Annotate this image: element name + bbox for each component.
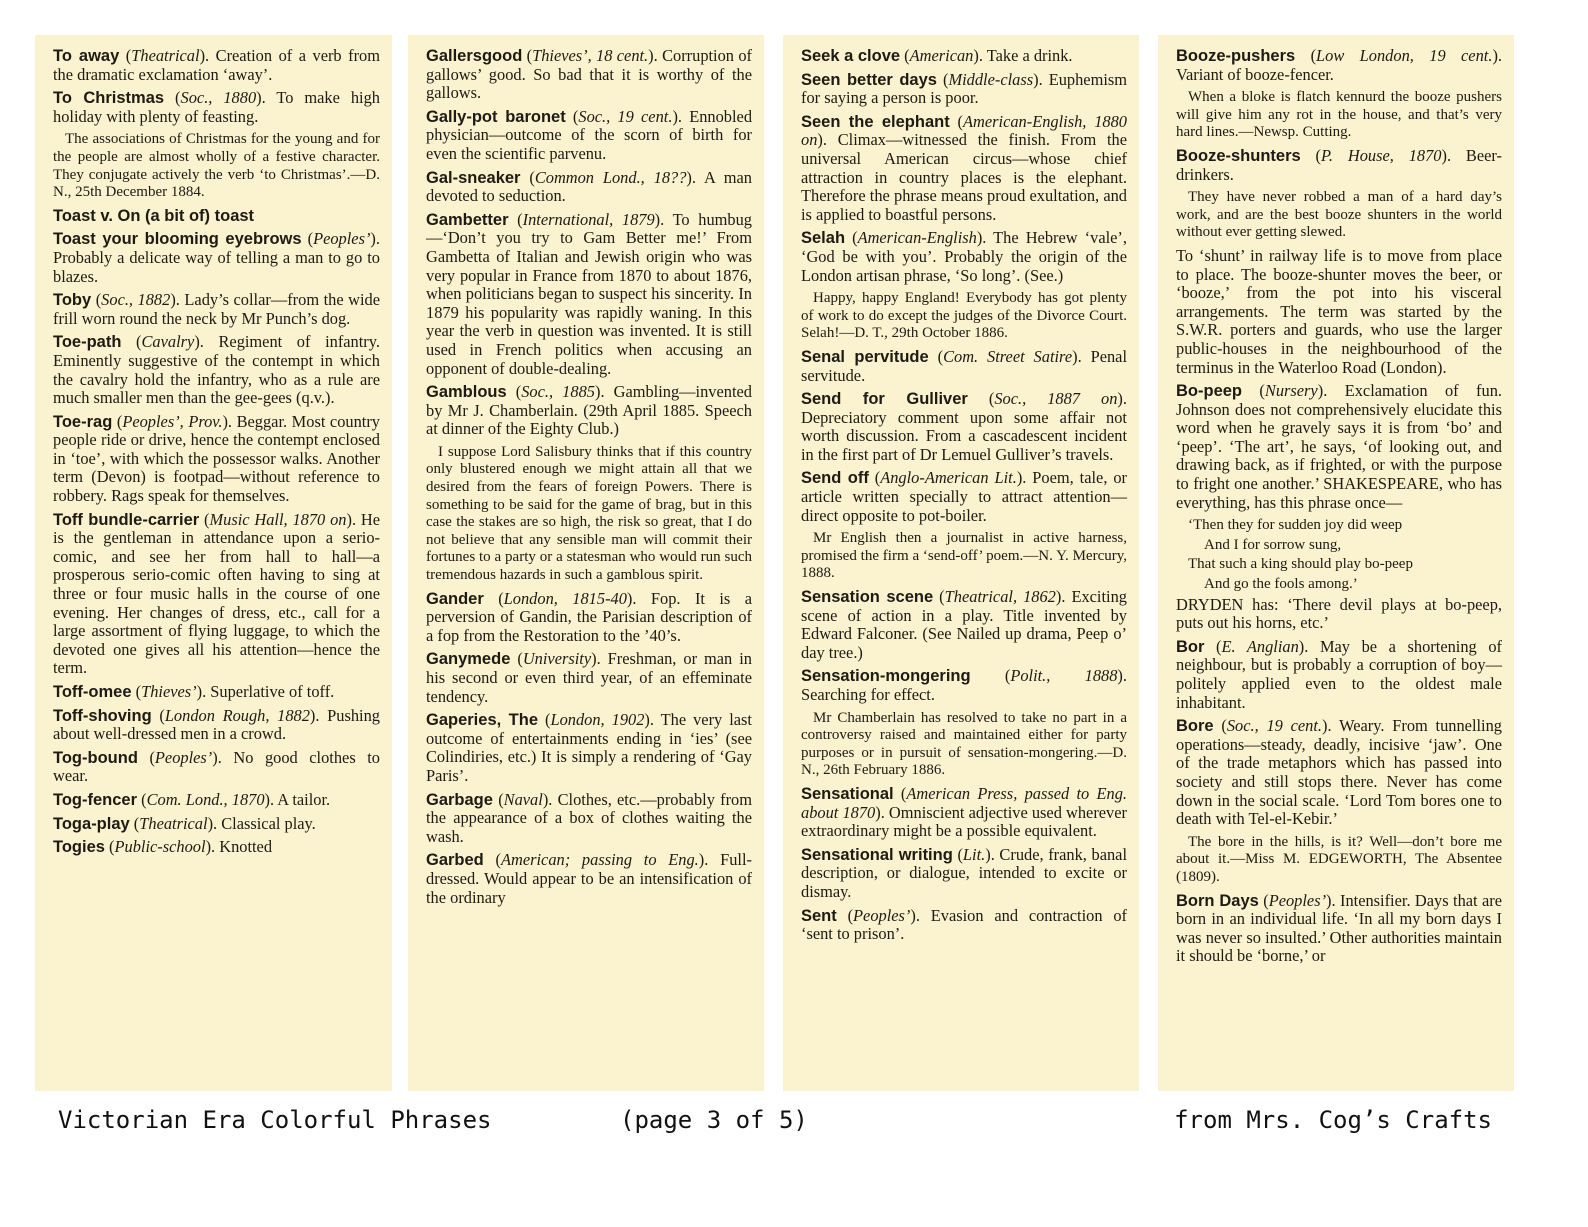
entry-text: . Clothes, etc.—probably from the appearance of a box of clothes waiting the wash.	[426, 789, 752, 846]
dictionary-entry	[801, 71, 1127, 108]
dictionary-entry	[53, 707, 380, 744]
entry-headword: Garbage	[426, 790, 493, 809]
entry-continuation: To ‘shunt’ in railway life is to move from place to place. The booze-shunter moves the beer, or ‘booze,’ from the pot into his visceral arrangements. The term was started by the S.W.R. porters and guards, who use the larger public-houses in the neighbourhood of the terminus in the Waterloo Road (London).	[1176, 245, 1502, 377]
entry-definition: Selah (American-English). The Hebrew ‘vale’, ‘God be with you’. Probably the origin of the London artisan phrase, ‘So long’. (See.)	[801, 228, 1127, 285]
entry-usage-label: Soc., 19 cent.	[578, 106, 673, 126]
entry-headword: Sensational writing	[801, 845, 953, 864]
entry-definition: Seek a clove (American). Take a drink.	[801, 46, 1073, 65]
entry-usage-label: Peoples’	[853, 905, 911, 925]
dictionary-entry	[801, 47, 1127, 66]
entry-definition: Toff-shoving (London Rough, 1882). Pushing about well-dressed men in a crowd.	[53, 705, 380, 744]
entry-headword: Selah	[801, 229, 846, 248]
dictionary-column-3	[783, 35, 1139, 1091]
dictionary-entry	[53, 413, 380, 506]
entry-headword: Sensational	[801, 784, 894, 803]
entry-headword: Gamblous	[426, 383, 507, 402]
entry-usage-label: Soc., 1880	[180, 88, 257, 108]
dictionary-entry	[426, 169, 752, 206]
entry-usage-label: P. House, 1870	[1321, 145, 1442, 165]
entry-headword: Tog-bound	[53, 748, 138, 767]
entry-text: . May be a shortening of neighbour, but is probably a corruption of boy—politely applied even to the oldest male inhabitant.	[1176, 636, 1502, 712]
entry-quotation: I suppose Lord Salisbury thinks that if this country only blustered enough we might attain all that we desired from the fears of foreign Powers. There is something to be said for the game of brag, but in this case the stakes are so high, the risk so great, that I do not believe that any sensible man will commit their fortunes to a party or a statesman who would run such tremendous hazards in such a gamblous spirit.	[426, 443, 752, 584]
entry-usage-label: Soc., 1885	[521, 382, 595, 402]
entry-usage-label: Com. Street Satire	[943, 346, 1073, 366]
dictionary-entry	[801, 113, 1127, 225]
dictionary-entry	[53, 838, 380, 857]
entry-text: . Exclamation of fun. Johnson does not comprehensively elucidate this word when he gravely says it is from ‘bo’ and ‘peep’. ‘The art’, he says, ‘of looking out, and drawing back, as if frighted, or with the purpose to fright one another.’ SHAKESPEARE, who has everything, has this phrase once—	[1176, 381, 1502, 512]
entry-definition: Bo-peep (Nursery). Exclamation of fun. Johnson does not comprehensively elucidate this word when he gravely says it is from ‘bo’ and ‘peep’. ‘The art’, he says, ‘of looking out, and drawing back, as if frighted, or with the purpose to fright one another.’ SHAKESPEARE, who has everything, has this phrase once—	[1176, 381, 1502, 512]
entry-text: . Searching for effect.	[801, 666, 1127, 704]
entry-definition: Sensational writing (Lit.). Crude, frank, banal description, or dialogue, intended to excite or dismay.	[801, 844, 1128, 901]
entry-headword: Sent	[801, 906, 837, 925]
entry-usage-label: Low London, 19 cent.	[1316, 46, 1493, 65]
entry-text: . To humbug—‘Don’t you try to Gam Better me!’ From Gambetta of Italian and Jewish origin who was very popular in France from 1870 to about 1876, when politicians began to suspect his sincerity. In 1879 his popularity was rapidly waning. In this year the verb in question was invented. It is still used in French politics when accusing an opponent of double-dealing.	[426, 209, 752, 378]
entry-usage-label: Thieves’	[141, 682, 197, 701]
entry-text: . Evasion and contraction of ‘sent to prison’.	[801, 905, 1127, 944]
entry-headword: Bo-peep	[1176, 382, 1242, 401]
dictionary-entry	[53, 230, 380, 286]
entry-usage-label: Public-school	[114, 837, 206, 857]
entry-usage-label: American-English, 1880 on	[801, 111, 1128, 150]
dictionary-entry	[426, 108, 752, 164]
entry-quotation: The bore in the hills, is it? Well—don’t bore me about it.—Miss M. EDGEWORTH, The Absentee (1809).	[1176, 833, 1502, 885]
entry-definition: Gambetter (International, 1879). To humbug—‘Don’t you try to Gam Better me!’ From Gambetta of Italian and Jewish origin who was very popular in France from 1870 to about 1876, when politicians began to suspect his sincerity. In 1879 his popularity was rapidly waning. In this year the verb in question was invented. It is still used in French politics when accusing an opponent of double-dealing.	[426, 209, 752, 378]
dictionary-entry	[426, 47, 752, 103]
entry-headword: Gal-sneaker	[426, 168, 521, 187]
entry-usage-label: London, 1902	[550, 710, 645, 730]
entry-definition: Toe-rag (Peoples’, Prov.). Beggar. Most country people ride or drive, hence the contempt enclosed in ‘toe’, with which the possessor walks. Another term (Devon) is footpad—without reference to robbery. Rags speak for themselves.	[53, 411, 381, 506]
entry-usage-label: Lit.	[962, 844, 986, 864]
entry-definition: Gally-pot baronet (Soc., 19 cent.). Ennobled physician—outcome of the scorn of birth for even the scientific parvenu.	[426, 106, 753, 163]
dictionary-entry	[1176, 717, 1502, 886]
entry-headword: Toe-rag	[53, 412, 113, 431]
entry-text: . Probably a delicate way of telling a man to go to blazes.	[53, 229, 380, 286]
dictionary-entry	[426, 590, 752, 646]
dictionary-entry	[53, 89, 380, 202]
entry-text: . A tailor.	[270, 789, 331, 809]
footer-title: Victorian Era Colorful Phrases	[58, 1106, 492, 1134]
entry-headword: Toby	[53, 291, 92, 310]
entry-usage-label: Theatrical, 1862	[944, 587, 1056, 607]
entry-usage-label: Peoples’	[154, 747, 213, 767]
entry-headword: Booze-shunters	[1176, 146, 1301, 165]
entry-usage-label: Naval	[503, 789, 543, 809]
dictionary-entry	[1176, 892, 1502, 966]
verse-line: And I for sorrow sung,	[1204, 536, 1342, 553]
entry-definition: Gamblous (Soc., 1885). Gambling—invented by Mr J. Chamberlain. (29th April 1885. Speech at dinner of the Eighty Club.)	[426, 382, 752, 439]
entry-usage-label: University	[522, 649, 592, 669]
entry-headword: Toga-play	[53, 814, 130, 833]
entry-usage-label: Theatrical	[139, 813, 208, 833]
entry-text: . Omniscient adjective used wherever extraordinary might be a possible equivalent.	[801, 802, 1127, 841]
entry-usage-label: Nursery	[1264, 381, 1318, 401]
entry-usage-label: American; passing to Eng.	[501, 850, 699, 870]
entry-definition: Bore (Soc., 19 cent.). Weary. From tunnelling operations—steady, deadly, incisive ‘jaw’. One of the trade metaphors which has passed into society and still stops there. Never has come down in the social scale. ‘Lord Tom bores one to death with Tel-el-Kebir.’	[1176, 716, 1502, 829]
entry-text: . The Hebrew ‘vale’, ‘God be with you’. Probably the origin of the London artisan phrase, ‘So long’. (See.)	[801, 228, 1127, 285]
entry-headword: Bore	[1176, 717, 1214, 736]
entry-definition: Seen better days (Middle-class). Euphemism for saying a person is poor.	[801, 69, 1128, 108]
dictionary-entry	[53, 207, 380, 226]
dictionary-entry	[426, 791, 752, 847]
entry-usage-label: London Rough, 1882	[164, 705, 310, 725]
dictionary-entry	[426, 211, 752, 378]
dictionary-entry	[53, 815, 380, 834]
entry-usage-label: American Press, passed to Eng. about 1870	[801, 783, 1127, 822]
entry-definition: To Christmas (Soc., 1880). To make high holiday with plenty of feasting.	[53, 88, 381, 126]
entry-definition: Gaperies, The (London, 1902). The very last outcome of entertainments ending in ‘ies’ (see Colindiries, etc.) It is simply a rendering of ‘Gay Paris’.	[426, 710, 752, 785]
entry-definition: Send off (Anglo-American Lit.). Poem, tale, or article written specially to attract attention—direct opposite to pot-boiler.	[801, 468, 1127, 525]
entry-text: . Crude, frank, banal description, or dialogue, intended to excite or dismay.	[801, 844, 1128, 901]
verse-line: And go the fools among.’	[1204, 576, 1358, 593]
entry-definition: Toe-path (Cavalry). Regiment of infantry. Eminently suggestive of the contempt in which the cavalry hold the infantry, who as a rule are much smaller men than the gee-gees (q.v.).	[53, 332, 380, 408]
entry-headword: Gander	[426, 589, 484, 608]
entry-definition: Sensation-mongering (Polit., 1888). Searching for effect.	[801, 666, 1127, 704]
entry-usage-label: Polit., 1888	[1010, 666, 1118, 686]
entry-text: . Weary. From tunnelling operations—steady, deadly, incisive ‘jaw’. One of the trade metaphors which has passed into society and still stops there. Never has come down in the social scale. ‘Lord Tom bores one to death with Tel-el-Kebir.’	[1176, 716, 1502, 829]
entry-headword: Sensation-mongering	[801, 667, 971, 686]
entry-headword: Toast v. On (a bit of) toast	[53, 206, 255, 225]
dictionary-entry	[801, 667, 1127, 780]
entry-text: . Fop. It is a perversion of Gandin, the Parisian description of a fop from the Restoration to the ’40’s.	[426, 588, 753, 645]
dictionary-entry	[53, 791, 380, 810]
entry-headword: Born Days	[1176, 891, 1259, 910]
entry-text: . Corruption of gallows’ good. So bad that it is worthy of the gallows.	[426, 46, 752, 103]
entry-headword: To Christmas	[53, 89, 165, 108]
entry-usage-label: Soc., 19 cent.	[1226, 716, 1323, 736]
entry-usage-label: Thieves’, 18 cent.	[532, 46, 649, 65]
entry-headword: Toff-omee	[53, 683, 132, 701]
entry-definition: Togies (Public-school). Knotted	[53, 837, 273, 857]
footer-page-number: (page 3 of 5)	[620, 1106, 808, 1134]
entry-text: . Knotted	[211, 837, 273, 857]
entry-headword: Seen the elephant	[801, 112, 950, 131]
entry-usage-label: Cavalry	[141, 332, 195, 352]
dictionary-entry	[53, 683, 380, 702]
entry-headword: Booze-pushers	[1176, 47, 1296, 65]
entry-continuation: DRYDEN has: ‘There devil plays at bo-peep, puts out his horns, etc.’	[1176, 594, 1502, 633]
entry-headword: Bor	[1176, 637, 1205, 656]
entry-definition: Booze-shunters (P. House, 1870). Beer-drinkers.	[1176, 145, 1502, 184]
entry-text: . To make high holiday with plenty of feasting.	[53, 88, 381, 126]
entry-usage-label: American-English	[857, 228, 977, 248]
entry-definition: Tog-bound (Peoples’). No good clothes to wear.	[53, 747, 380, 786]
entry-text: . Ennobled physician—outcome of the scorn of birth for even the scientific parvenu.	[426, 106, 753, 163]
entry-headword: Togies	[53, 838, 105, 857]
dictionary-entry	[1176, 147, 1502, 377]
entry-headword: Seen better days	[801, 70, 937, 89]
entry-headword: Seek a clove	[801, 47, 901, 65]
dictionary-entry	[1176, 382, 1502, 633]
entry-usage-label: Com. Lond., 1870	[146, 789, 265, 809]
entry-quotation: Mr English then a journalist in active harness, promised the firm a ‘send-off’ poem.—N. Y. Mercury, 1888.	[801, 530, 1127, 582]
entry-definition	[53, 207, 380, 226]
entry-text: . Pushing about well-dressed men in a crowd.	[53, 705, 380, 744]
dictionary-entry	[801, 588, 1127, 662]
entry-quotation: When a bloke is flatch kennurd the booze pushers will give him any rot in the house, and that’s very hard lines.—Newsp. Cutting.	[1176, 89, 1502, 141]
entry-headword: Gallersgood	[426, 47, 523, 65]
entry-text: . Intensifier. Days that are born in an individual life. ‘In all my born days I was never so insulted.’ Other authorities maintain it should be ‘borne,’ or	[1176, 890, 1502, 966]
dictionary-entry	[801, 348, 1127, 385]
dictionary-entry	[426, 711, 752, 785]
dictionary-column-1	[35, 35, 392, 1091]
entry-usage-label: London, 1815-40	[503, 588, 627, 608]
entry-definition: Send for Gulliver (Soc., 1887 on). Depreciatory comment upon some affair not worth discussion. From a cascadescent incident in the first part of Dr Lemuel Gulliver’s travels.	[801, 389, 1127, 464]
dictionary-entry	[53, 47, 380, 84]
dictionary-entry	[801, 229, 1127, 343]
entry-headword: Gambetter	[426, 210, 509, 229]
entry-text: . Classical play.	[213, 813, 316, 833]
entry-text: . Penal servitude.	[801, 346, 1127, 385]
entry-headword: To away	[53, 47, 120, 65]
entry-definition: Senal pervitude (Com. Street Satire). Penal servitude.	[801, 346, 1127, 385]
entry-text: . Creation of a verb from the dramatic exclamation ‘away’.	[53, 46, 380, 84]
entry-quotation: Mr Chamberlain has resolved to take no part in a controversy raised and maintained either for party purposes or in pursuit of sensation-mongering.—D. N., 26th February 1886.	[801, 709, 1127, 779]
entry-text: . Depreciatory comment upon some affair not worth discussion. From a cascadescent incident in the first part of Dr Lemuel Gulliver’s travels.	[801, 389, 1127, 464]
entry-text: . Climax—witnessed the finish. From the universal American circus—whose chief attraction in country places is the elephant. Therefore the phrase means proud exultation, and is applied to boastful persons.	[801, 130, 1127, 224]
entry-definition: Seen the elephant (American-English, 1880 on). Climax—witnessed the finish. From the universal American circus—whose chief attraction in country places is the elephant. Therefore the phrase means proud exultation, and is applied to boastful persons.	[801, 111, 1128, 224]
entry-text: . Superlative of toff.	[202, 682, 335, 701]
entry-definition: Toga-play (Theatrical). Classical play.	[53, 813, 316, 833]
entry-definition: Sensational (American Press, passed to Eng. about 1870). Omniscient adjective used wherever extraordinary might be a possible equivalent.	[801, 783, 1127, 841]
dictionary-entry	[426, 851, 752, 907]
entry-definition: Sent (Peoples’). Evasion and contraction of ‘sent to prison’.	[801, 905, 1127, 944]
dictionary-entry	[53, 749, 380, 786]
entry-usage-label: E. Anglian	[1221, 636, 1299, 656]
dictionary-entry	[801, 785, 1127, 841]
entry-text: . Take a drink.	[978, 46, 1073, 65]
entry-headword: Toe-path	[53, 333, 122, 352]
entry-definition: Gal-sneaker (Common Lond., 18??). A man devoted to seduction.	[426, 167, 752, 206]
dictionary-entry	[801, 907, 1127, 944]
entry-text: . The very last outcome of entertainments ending in ‘ies’ (see Colindiries, etc.) It is simply a rendering of ‘Gay Paris’.	[426, 710, 752, 785]
entry-text: . Beer-drinkers.	[1176, 145, 1502, 184]
dictionary-entry	[53, 333, 380, 407]
entry-text: . Full-dressed. Would appear to be an intensification of the ordinary	[426, 850, 752, 907]
entry-quotation: They have never robbed a man of a hard day’s work, and are the best booze shunters in the world without ever getting slewed.	[1176, 189, 1502, 241]
entry-definition: Bor (E. Anglian). May be a shortening of neighbour, but is probably a corruption of boy—politely applied even to the oldest male inhabitant.	[1176, 636, 1502, 712]
entry-headword: Toff-shoving	[53, 706, 152, 725]
entry-definition: Garbed (American; passing to Eng.). Full-dressed. Would appear to be an intensification of the ordinary	[426, 850, 752, 907]
entry-usage-label: Anglo-American Lit.	[880, 468, 1017, 488]
dictionary-entry	[53, 291, 380, 328]
dictionary-entry	[801, 390, 1127, 464]
entry-text: . Poem, tale, or article written specially to attract attention—direct opposite to pot-boiler.	[801, 468, 1127, 525]
entry-usage-label: Peoples’	[1268, 890, 1327, 910]
entry-usage-label: American	[909, 46, 974, 65]
dictionary-entry	[1176, 638, 1502, 712]
entry-headword: Toast your blooming eyebrows	[53, 230, 302, 249]
entry-usage-label: Middle-class	[948, 69, 1034, 89]
entry-text: . Gambling—invented by Mr J. Chamberlain. (29th April 1885. Speech at dinner of the Eighty Club.)	[426, 382, 752, 439]
dictionary-entry	[801, 469, 1127, 583]
entry-usage-label: International, 1879	[522, 209, 655, 229]
entry-text: . Beggar. Most country people ride or drive, hence the contempt enclosed in ‘toe’, with which the possessor walks. Another term (Devon) is footpad—without reference to robbery. Rags speak for themselves.	[53, 411, 381, 506]
entry-usage-label: Soc., 1887 on	[994, 389, 1118, 409]
entry-headword: Gaperies, The	[426, 711, 539, 730]
entry-text: . Freshman, or man in his second or even third year, of an effeminate tendency.	[426, 649, 752, 706]
entry-headword: Gally-pot baronet	[426, 107, 566, 126]
entry-definition: To away (Theatrical). Creation of a verb from the dramatic exclamation ‘away’.	[53, 46, 380, 84]
entry-definition: Gander (London, 1815-40). Fop. It is a perversion of Gandin, the Parisian description of a fop from the Restoration to the ’40’s.	[426, 588, 753, 645]
entry-definition: Garbage (Naval). Clothes, etc.—probably from the appearance of a box of clothes waiting the wash.	[426, 789, 752, 846]
entry-usage-label: Peoples’	[313, 229, 371, 249]
entry-text: . No good clothes to wear.	[53, 747, 380, 786]
dictionary-entry	[1176, 47, 1502, 142]
entry-text: . Euphemism for saying a person is poor.	[801, 69, 1128, 108]
dictionary-column-4	[1158, 35, 1514, 1091]
entry-usage-label: Theatrical	[131, 46, 200, 65]
entry-text: . A man devoted to seduction.	[426, 167, 752, 206]
entry-headword: Toff bundle-carrier	[53, 510, 200, 529]
entry-headword: Ganymede	[426, 650, 511, 669]
entry-definition: Booze-pushers (Low London, 19 cent.). Variant of booze-fencer.	[1176, 46, 1503, 84]
entry-definition: Tog-fencer (Com. Lond., 1870). A tailor.	[53, 789, 331, 809]
entry-text: . Exciting scene of action in a play. Title invented by Edward Falconer. (See Nailed up drama, Peep o’ day tree.)	[801, 587, 1127, 662]
entry-headword: Sensation scene	[801, 588, 934, 607]
entry-usage-label: Common Lond., 18??	[534, 167, 687, 187]
entry-headword: Senal pervitude	[801, 347, 929, 366]
entry-definition: Toff bundle-carrier (Music Hall, 1870 on). He is the gentleman in attendance upon a serio-comic, and see her from hall to hall—a prosperous serio-comic often having to sing at three or four music halls in the course of one evening. Her changes of dress, etc., call for a large assortment of flying luggage, to which the devoted one gives all his attention—hence the term.	[53, 509, 380, 678]
entry-definition: Toast your blooming eyebrows (Peoples’). Probably a delicate way of telling a man to go to blazes.	[53, 229, 380, 286]
entry-definition: Ganymede (University). Freshman, or man in his second or even third year, of an effeminate tendency.	[426, 649, 752, 706]
dictionary-entry	[801, 846, 1127, 902]
footer-source: from Mrs. Cog’s Crafts	[1174, 1106, 1492, 1134]
entry-usage-label: Soc., 1882	[101, 290, 171, 310]
entry-text: . Regiment of infantry. Eminently suggestive of the contempt in which the cavalry hold the infantry, who as a rule are much smaller men than the gee-gees (q.v.).	[53, 332, 380, 408]
entry-headword: Tog-fencer	[53, 790, 138, 809]
entry-quotation: Happy, happy England! Everybody has got plenty of work to do except the judges of the Divorce Court. Selah!—D. T., 29th October 1886.	[801, 290, 1127, 342]
entry-definition: Born Days (Peoples’). Intensifier. Days that are born in an individual life. ‘In all my born days I was never so insulted.’ Other authorities maintain it should be ‘borne,’ or	[1176, 890, 1502, 966]
entry-text: . He is the gentleman in attendance upon a serio-comic, and see her from hall to hall—a prosperous serio-comic often having to sing at three or four music halls in the course of one evening. Her changes of dress, etc., call for a large assortment of flying luggage, to which the devoted one gives all his attention—hence the term.	[53, 509, 380, 678]
entry-headword: Send off	[801, 469, 869, 488]
entry-definition: Toby (Soc., 1882). Lady’s collar—from the wide frill worn round the neck by Mr Punch’s dog.	[53, 290, 380, 328]
entry-text: . Variant of booze-fencer.	[1176, 46, 1503, 84]
dictionary-entry	[53, 511, 380, 678]
entry-quotation: The associations of Christmas for the young and for the people are almost wholly of a festive character. They conjugate actively the verb ‘to Christmas’.—D. N., 25th December 1884.	[53, 131, 380, 201]
verse-line: ‘Then they for sudden joy did weep	[1188, 517, 1403, 534]
dictionary-entry	[426, 383, 752, 585]
entry-headword: Send for Gulliver	[801, 390, 968, 409]
entry-usage-label: Music Hall, 1870 on	[209, 509, 347, 529]
entry-usage-label: Peoples’, Prov.	[122, 411, 223, 431]
entry-definition: Toff-omee (Thieves’). Superlative of toff.	[53, 682, 335, 701]
entry-definition: Gallersgood (Thieves’, 18 cent.). Corruption of gallows’ good. So bad that it is worthy of the gallows.	[426, 46, 752, 103]
entry-headword: Garbed	[426, 851, 484, 870]
entry-definition: Sensation scene (Theatrical, 1862). Exciting scene of action in a play. Title invented by Edward Falconer. (See Nailed up drama, Peep o’ day tree.)	[801, 587, 1127, 662]
dictionary-column-2	[408, 35, 764, 1091]
entry-text: . Lady’s collar—from the wide frill worn round the neck by Mr Punch’s dog.	[53, 290, 380, 328]
dictionary-entry	[426, 650, 752, 706]
verse-line: That such a king should play bo-peep	[1188, 556, 1413, 573]
